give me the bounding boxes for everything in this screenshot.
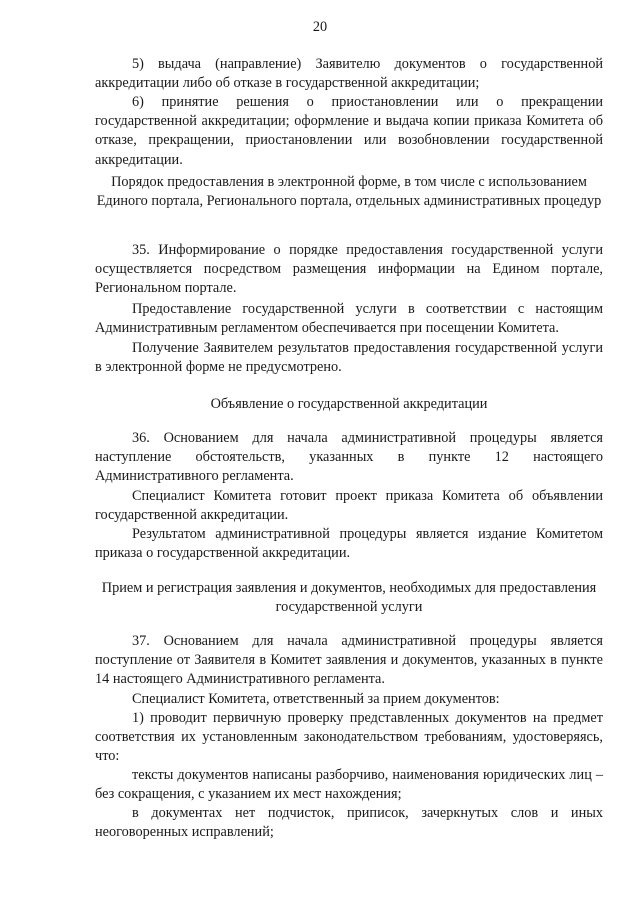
paragraph: тексты документов написаны разборчиво, наименования юридических лиц – без сокращения, с указанием их мест нахождения; xyxy=(95,767,603,803)
paragraph: 1) проводит первичную проверку представленных документов на предмет соответствия их установленным законодательством требованиям, удостоверяясь, что: xyxy=(95,710,603,765)
paragraph: 37. Основанием для начала административной процедуры является поступление от Заявителя в Комитет заявления и документов, указанных в пункте 14 настоящего Административного регламента. xyxy=(95,633,603,688)
paragraph: Предоставление государственной услуги в соответствии с настоящим Административным регламентом обеспечивается при посещении Комитета. xyxy=(95,301,603,337)
paragraph: 6) принятие решения о приостановлении или о прекращении государственной аккредитации; оформление и выдача копии приказа Комитета об отказе, прекращении, приостановлении или возобновлении государственной аккредитации. xyxy=(95,94,603,168)
paragraph: Специалист Комитета готовит проект приказа Комитета об объявлении государственной аккредитации. xyxy=(95,488,603,524)
paragraph: Результатом административной процедуры является издание Комитетом приказа о государственной аккредитации. xyxy=(95,526,603,562)
section-heading: Объявление о государственной аккредитации xyxy=(210,396,488,412)
paragraph: 35. Информирование о порядке предоставления государственной услуги осуществляется посредством размещения информации на Едином портале, Региональном портале. xyxy=(95,242,603,297)
paragraph: 36. Основанием для начала административной процедуры является наступление обстоятельств, указанных в пункте 12 настоящего Административного регламента. xyxy=(95,430,603,485)
paragraph: Получение Заявителем результатов предоставления государственной услуги в электронной форме не предусмотрено. xyxy=(95,340,603,376)
section-heading: Порядок предоставления в электронной форме, в том числе с использованием Единого портала, Регионального портала, отдельных административных процедур xyxy=(96,174,602,210)
paragraph: Специалист Комитета, ответственный за прием документов: xyxy=(132,691,500,707)
paragraph: 5) выдача (направление) Заявителю документов о государственной аккредитации либо об отказе в государственной аккредитации; xyxy=(95,56,603,92)
section-heading: Прием и регистрация заявления и документов, необходимых для предоставления государственной услуги xyxy=(101,580,597,616)
paragraph: в документах нет подчисток, приписок, зачеркнутых слов и иных неоговоренных исправлений; xyxy=(95,805,603,841)
page-number: 20 xyxy=(312,19,328,35)
